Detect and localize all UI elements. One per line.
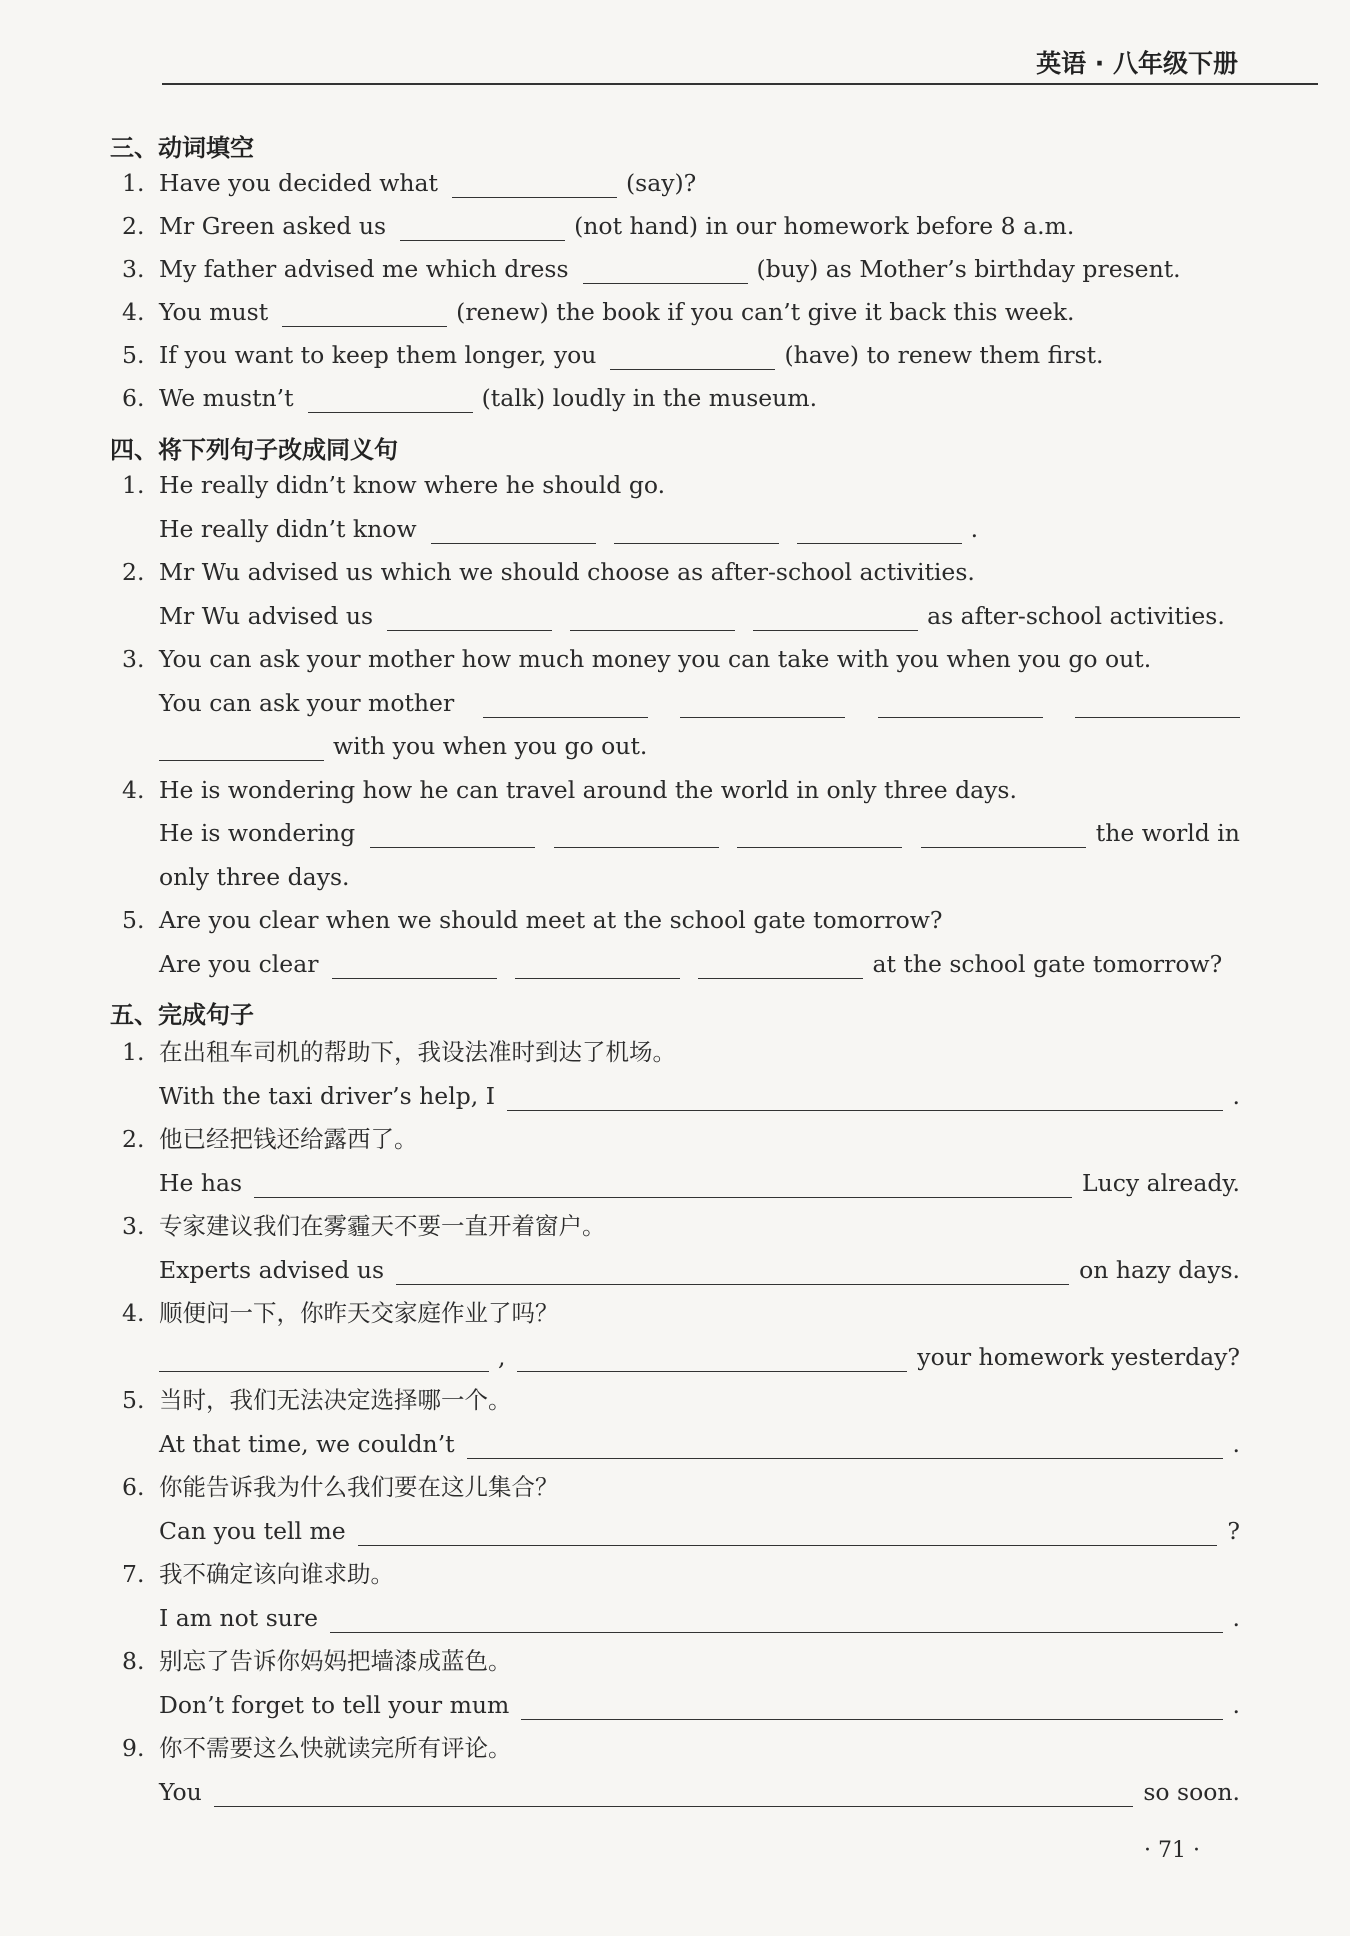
exercise-line bbox=[122, 1472, 1240, 1502]
item-question: Mr Wu advised us which we should choose as after-school activities. bbox=[159, 558, 975, 586]
answer-line bbox=[159, 731, 1240, 761]
item-chinese: 你能告诉我为什么我们要在这儿集合？ bbox=[159, 1473, 559, 1501]
item-text: at the school gate tomorrow? bbox=[872, 950, 1223, 978]
item-number: 4. bbox=[122, 776, 145, 804]
answer-blank[interactable] bbox=[507, 1086, 1223, 1111]
item-text: only three days. bbox=[159, 863, 350, 891]
item-text: (talk) loudly in the museum. bbox=[481, 384, 818, 412]
answer-blank[interactable] bbox=[1075, 693, 1240, 718]
answer-blank[interactable] bbox=[332, 954, 497, 979]
answer-line bbox=[159, 949, 1240, 979]
item-question: You can ask your mother how much money you can take with you when you go out. bbox=[159, 645, 1152, 673]
item-question: Are you clear when we should meet at the school gate tomorrow? bbox=[159, 906, 943, 934]
exercise-line bbox=[122, 470, 1240, 500]
item-text: He has bbox=[159, 1169, 243, 1197]
item-number: 6. bbox=[122, 1473, 145, 1501]
item-text: , bbox=[498, 1343, 506, 1371]
item-number: 1. bbox=[122, 471, 145, 499]
answer-blank[interactable] bbox=[396, 1260, 1069, 1285]
exercise-line bbox=[122, 1646, 1240, 1676]
item-text: We mustn’t bbox=[159, 384, 294, 412]
item-text: At that time, we couldn’t bbox=[159, 1430, 455, 1458]
item-number: 5. bbox=[122, 341, 145, 369]
item-number: 1. bbox=[122, 169, 145, 197]
item-text: . bbox=[1232, 1430, 1240, 1458]
item-text: Have you decided what bbox=[159, 169, 438, 197]
item-chinese: 别忘了告诉你妈妈把墙漆成蓝色。 bbox=[159, 1647, 512, 1675]
item-text: so soon. bbox=[1143, 1778, 1240, 1806]
item-text: If you want to keep them longer, you bbox=[159, 341, 597, 369]
answer-blank[interactable] bbox=[517, 1347, 907, 1372]
item-text: (renew) the book if you can’t give it back this week. bbox=[456, 298, 1075, 326]
section-title-5: 五、完成句子 bbox=[110, 1001, 254, 1029]
item-text: the world in bbox=[1095, 819, 1240, 847]
item-text: ? bbox=[1227, 1517, 1240, 1545]
header-title: 英语 · 八年级下册 bbox=[1036, 49, 1238, 78]
answer-blank[interactable] bbox=[680, 693, 845, 718]
item-number: 3. bbox=[122, 645, 145, 673]
item-text: as after-school activities. bbox=[927, 602, 1225, 630]
item-number: 5. bbox=[122, 1386, 145, 1414]
item-text: Don’t forget to tell your mum bbox=[159, 1691, 510, 1719]
exercise-line bbox=[122, 1298, 1240, 1328]
answer-blank[interactable] bbox=[431, 519, 596, 544]
item-number: 6. bbox=[122, 384, 145, 412]
answer-line bbox=[159, 1603, 1240, 1633]
item-text: . bbox=[1232, 1604, 1240, 1632]
answer-line bbox=[159, 1168, 1240, 1198]
exercise-line bbox=[122, 1385, 1240, 1415]
header-rule bbox=[162, 83, 1318, 85]
exercise-line bbox=[122, 1037, 1240, 1067]
item-chinese: 当时，我们无法决定选择哪一个。 bbox=[159, 1386, 512, 1414]
answer-blank[interactable] bbox=[370, 823, 535, 848]
answer-line bbox=[159, 1081, 1240, 1111]
exercise-line bbox=[122, 557, 1240, 587]
item-chinese: 顺便问一下，你昨天交家庭作业了吗？ bbox=[159, 1299, 559, 1327]
item-number: 2. bbox=[122, 1125, 145, 1153]
exercise-line bbox=[122, 211, 1240, 241]
item-number: 3. bbox=[122, 1212, 145, 1240]
answer-blank[interactable] bbox=[515, 954, 680, 979]
answer-blank[interactable] bbox=[214, 1782, 1134, 1807]
item-text: He really didn’t know bbox=[159, 515, 417, 543]
page-number: · 71 · bbox=[1144, 1838, 1200, 1863]
answer-blank[interactable] bbox=[797, 519, 962, 544]
answer-blank[interactable] bbox=[387, 606, 552, 631]
item-chinese: 他已经把钱还给露西了。 bbox=[159, 1125, 418, 1153]
item-text: He is wondering bbox=[159, 819, 356, 847]
answer-blank[interactable] bbox=[610, 345, 775, 370]
answer-line bbox=[159, 1429, 1240, 1459]
exercise-line bbox=[122, 297, 1240, 327]
answer-blank[interactable] bbox=[400, 216, 565, 241]
answer-line bbox=[159, 1690, 1240, 1720]
item-chinese: 我不确定该向谁求助。 bbox=[159, 1560, 394, 1588]
item-text: You can ask your mother bbox=[159, 689, 455, 717]
item-chinese: 在出租车司机的帮助下，我设法准时到达了机场。 bbox=[159, 1038, 676, 1066]
item-number: 1. bbox=[122, 1038, 145, 1066]
answer-blank[interactable] bbox=[358, 1521, 1218, 1546]
answer-line bbox=[159, 1255, 1240, 1285]
exercise-line bbox=[122, 340, 1240, 370]
item-text: Are you clear bbox=[159, 950, 319, 978]
item-text: Mr Wu advised us bbox=[159, 602, 374, 630]
answer-line bbox=[159, 688, 1240, 718]
item-text: My father advised me which dress bbox=[159, 255, 569, 283]
answer-blank[interactable] bbox=[521, 1695, 1222, 1720]
exercise-line bbox=[122, 1211, 1240, 1241]
item-text: With the taxi driver’s help, I bbox=[159, 1082, 495, 1110]
exercise-line bbox=[122, 775, 1240, 805]
item-text: Mr Green asked us bbox=[159, 212, 387, 240]
item-number: 7. bbox=[122, 1560, 145, 1588]
answer-blank[interactable] bbox=[614, 519, 779, 544]
item-text: . bbox=[1232, 1691, 1240, 1719]
item-text: on hazy days. bbox=[1079, 1256, 1240, 1284]
item-question: He really didn’t know where he should go. bbox=[159, 471, 666, 499]
answer-blank[interactable] bbox=[282, 302, 447, 327]
item-text: (buy) as Mother’s birthday present. bbox=[756, 255, 1181, 283]
item-text: You bbox=[159, 1778, 202, 1806]
answer-blank[interactable] bbox=[753, 606, 918, 631]
answer-blank[interactable] bbox=[878, 693, 1043, 718]
item-text: . bbox=[1232, 1082, 1240, 1110]
answer-line bbox=[159, 601, 1240, 631]
item-text: with you when you go out. bbox=[333, 732, 648, 760]
answer-blank[interactable] bbox=[483, 693, 648, 718]
answer-blank[interactable] bbox=[330, 1608, 1222, 1633]
item-number: 8. bbox=[122, 1647, 145, 1675]
item-text: your homework yesterday? bbox=[917, 1343, 1240, 1371]
exercise-line bbox=[122, 1733, 1240, 1763]
item-text: Can you tell me bbox=[159, 1517, 346, 1545]
answer-line bbox=[159, 1342, 1240, 1372]
exercise-line bbox=[122, 905, 1240, 935]
exercise-line bbox=[122, 1124, 1240, 1154]
item-number: 2. bbox=[122, 558, 145, 586]
answer-blank[interactable] bbox=[467, 1434, 1223, 1459]
exercise-line bbox=[122, 168, 1240, 198]
section-title-3: 三、动词填空 bbox=[110, 134, 254, 162]
answer-blank[interactable] bbox=[737, 823, 902, 848]
item-text: I am not sure bbox=[159, 1604, 319, 1632]
item-chinese: 专家建议我们在雾霾天不要一直开着窗户。 bbox=[159, 1212, 606, 1240]
item-text: . bbox=[970, 515, 979, 543]
item-text: Lucy already. bbox=[1082, 1169, 1240, 1197]
item-text: You must bbox=[159, 298, 269, 326]
item-number: 3. bbox=[122, 255, 145, 283]
item-text: (not hand) in our homework before 8 a.m. bbox=[574, 212, 1075, 240]
exercise-line bbox=[122, 383, 1240, 413]
item-number: 4. bbox=[122, 1299, 145, 1327]
exercise-line bbox=[122, 254, 1240, 284]
answer-blank[interactable] bbox=[308, 388, 473, 413]
answer-blank[interactable] bbox=[554, 823, 719, 848]
answer-blank[interactable] bbox=[570, 606, 735, 631]
answer-line bbox=[159, 1516, 1240, 1546]
exercise-line bbox=[122, 644, 1240, 674]
answer-blank[interactable] bbox=[159, 736, 324, 761]
item-question: He is wondering how he can travel around the world in only three days. bbox=[159, 776, 1017, 804]
answer-line bbox=[159, 1777, 1240, 1807]
exercise-line bbox=[122, 1559, 1240, 1589]
answer-blank[interactable] bbox=[159, 1347, 489, 1372]
answer-blank[interactable] bbox=[698, 954, 863, 979]
item-number: 9. bbox=[122, 1734, 145, 1762]
section-title-4: 四、将下列句子改成同义句 bbox=[110, 436, 398, 464]
answer-blank[interactable] bbox=[921, 823, 1086, 848]
item-text: (say)? bbox=[625, 169, 697, 197]
answer-line bbox=[159, 514, 1240, 544]
item-number: 2. bbox=[122, 212, 145, 240]
answer-line bbox=[159, 862, 1240, 892]
item-number: 5. bbox=[122, 906, 145, 934]
item-number: 4. bbox=[122, 298, 145, 326]
answer-blank[interactable] bbox=[452, 173, 617, 198]
item-text: (have) to renew them first. bbox=[784, 341, 1104, 369]
answer-blank[interactable] bbox=[254, 1173, 1072, 1198]
answer-line bbox=[159, 818, 1240, 848]
item-chinese: 你不需要这么快就读完所有评论。 bbox=[159, 1734, 512, 1762]
item-text: Experts advised us bbox=[159, 1256, 385, 1284]
answer-blank[interactable] bbox=[583, 259, 748, 284]
